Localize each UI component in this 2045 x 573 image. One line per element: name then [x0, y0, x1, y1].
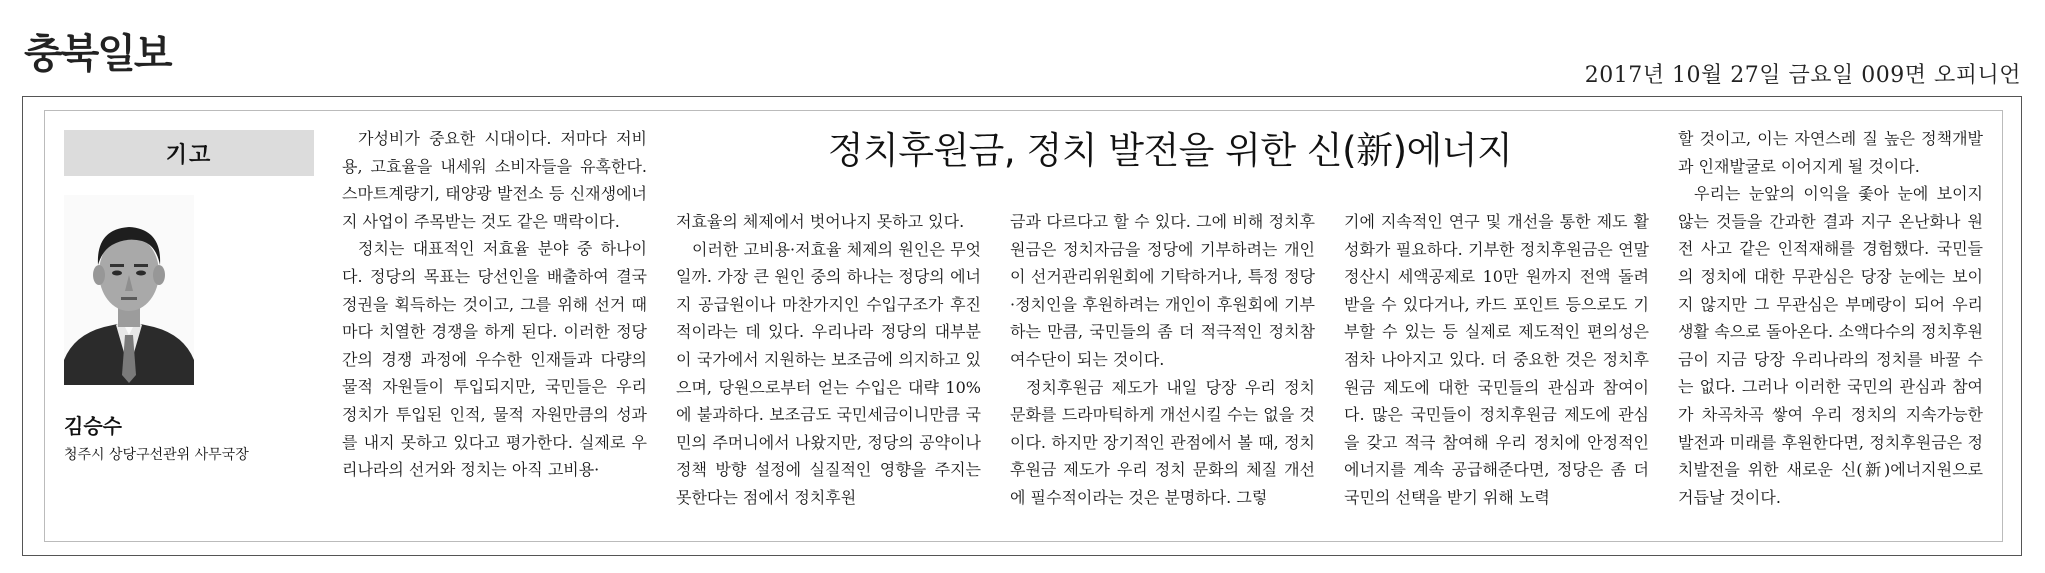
- paragraph: 금과 다르다고 할 수 있다. 그에 비해 정치후원금은 정치자금을 정당에 기부하려는 개인이 선거관리위원회에 기탁하거나, 특정 정당·정치인을 후원하려는 개인이 후원회에 기부하는 만큼, 국민들의 좀 더 적극적인 정치참여수단이 되는 것이다.: [1010, 212, 1315, 369]
- article-headline: 정치후원금, 정치 발전을 위한 신(新)에너지: [827, 129, 1513, 172]
- article-column-5: [1678, 125, 1983, 511]
- newspaper-masthead: 충북일보: [24, 31, 171, 77]
- dateline: 2017년 10월 27일 금요일 009면 오피니언: [1584, 63, 2021, 88]
- paragraph: 정치후원금 제도가 내일 당장 우리 정치 문화를 드라마틱하게 개선시킬 수는 없을 것이다. 하지만 장기적인 관점에서 볼 때, 정치후원금 제도가 우리 정치 문화의 체질 개선에 필수적이라는 것은 분명하다. 그렇: [1010, 377, 1315, 507]
- paragraph: 할 것이고, 이는 자연스레 질 높은 정책개발과 인재발굴로 이어지게 될 것이다.: [1678, 129, 1983, 176]
- author-name: 김승수: [64, 414, 122, 438]
- paragraph: 가성비가 중요한 시대이다. 저마다 저비용, 고효율을 내세워 소비자들을 유혹한다. 스마트계량기, 태양광 발전소 등 신재생에너지 사업이 주목받는 것도 같은 맥락이다.: [342, 129, 647, 231]
- author-photo: [64, 195, 194, 385]
- paragraph: 이러한 고비용·저효율 체제의 원인은 무엇일까. 가장 큰 원인 중의 하나는 정당의 에너지 공급원이나 마찬가지인 수입구조가 후진적이라는 데 있다. 우리나라 정당의 대부분이 국가에서 지원하는 보조금에 의지하고 있으며, 당원으로부터 얻는 수입은 대략 10%에 불과하다. 보조금도 국민세금이니만큼 국민의 주머니에서 나왔지만, 정당의 공약이나 정책 방향 설정에 실질적인 영향을 주지는 못한다는 점에서 정치후원: [676, 239, 981, 507]
- article-column-3: [1010, 208, 1315, 512]
- paragraph: 기에 지속적인 연구 및 개선을 통한 제도 활성화가 필요하다. 기부한 정치후원금은 연말정산시 세액공제로 10만 원까지 전액 돌려받을 수 있다거나, 카드 포인트 등으로도 기부할 수 있는 등 실제로 제도적인 편의성은 점차 나아지고 있다. 더 중요한 것은 정치후원금 제도에 대한 국민들의 관심과 참여이다. 많은 국민들이 정치후원금 제도에 관심을 갖고 적극 참여해 우리 정치에 안정적인 에너지를 계속 공급해준다면, 정당은 좀 더 국민의 선택을 받기 위해 노력: [1344, 212, 1649, 507]
- section-kicker: 기고: [64, 130, 314, 176]
- author-title: 청주시 상당구선관위 사무국장: [64, 447, 249, 463]
- paragraph: 정치는 대표적인 저효율 분야 중 하나이다. 정당의 목표는 당선인을 배출하여 결국 정권을 획득하는 것이고, 그를 위해 선거 때마다 치열한 경쟁을 하게 된다. 이러한 정당 간의 경쟁 과정에 우수한 인재들과 다량의 물적 자원들이 투입되지만, 국민들은 우리 정치가 투입된 인적, 물적 자원만큼의 성과를 내지 못하고 있다고 평가한다. 실제로 우리나라의 선거와 정치는 아직 고비용·: [342, 239, 647, 480]
- article-column-2: [676, 208, 981, 512]
- paragraph: 우리는 눈앞의 이익을 좇아 눈에 보이지 않는 것들을 간과한 결과 지구 온난화나 원전 사고 같은 인적재해를 경험했다. 국민들의 정치에 대한 무관심은 당장 눈에는 보이지 않지만 그 무관심은 부메랑이 되어 우리 생활 속으로 돌아온다. 소액다수의 정치후원금이 지금 당장 우리나라의 정치를 바꿀 수는 없다. 그러나 이러한 국민의 관심과 참여가 차곡차곡 쌓여 우리 정치의 지속가능한 발전과 미래를 후원한다면, 정치후원금은 정치발전을 위한 새로운 신(新)에너지원으로 거듭날 것이다.: [1678, 184, 1983, 507]
- article-column-4: [1344, 208, 1649, 512]
- article-column-1: [342, 125, 647, 484]
- paragraph: 저효율의 체제에서 벗어나지 못하고 있다.: [676, 212, 965, 231]
